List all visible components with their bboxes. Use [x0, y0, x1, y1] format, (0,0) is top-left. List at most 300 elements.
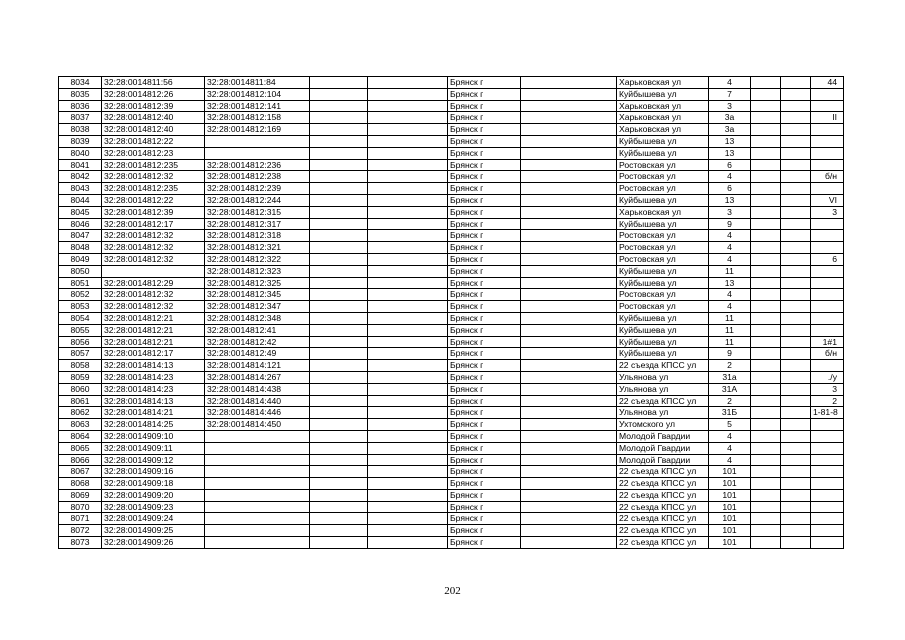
cell-empty-col-5 — [368, 395, 448, 407]
cell-city: Брянск г — [448, 430, 521, 442]
cell-empty-col-11 — [781, 454, 811, 466]
cell-empty-col-11 — [781, 112, 811, 124]
cell-empty-col-4 — [310, 171, 368, 183]
cell-street: Харьковская ул — [617, 124, 709, 136]
cell-apartment — [811, 289, 844, 301]
cell-apartment: VI — [811, 194, 844, 206]
cell-object-cadastral-number: 32:28:0014814:121 — [205, 360, 310, 372]
cell-empty-col-4 — [310, 265, 368, 277]
cell-apartment: 6 — [811, 253, 844, 265]
cell-city: Брянск г — [448, 442, 521, 454]
cell-row-number: 8037 — [59, 112, 102, 124]
cell-cadastral-number: 32:28:0014909:18 — [102, 478, 205, 490]
cell-object-cadastral-number — [205, 525, 310, 537]
cell-city: Брянск г — [448, 489, 521, 501]
cell-apartment — [811, 135, 844, 147]
cell-object-cadastral-number: 32:28:0014812:321 — [205, 242, 310, 254]
cell-street: Ульянова ул — [617, 371, 709, 383]
cell-empty-col-4 — [310, 147, 368, 159]
cell-house-number: 13 — [709, 194, 751, 206]
cell-object-cadastral-number: 32:28:0014812:42 — [205, 336, 310, 348]
cell-city: Брянск г — [448, 135, 521, 147]
cell-empty-col-10 — [751, 277, 781, 289]
cell-cadastral-number: 32:28:0014812:22 — [102, 194, 205, 206]
cell-cadastral-number: 32:28:0014814:23 — [102, 371, 205, 383]
table-row — [59, 230, 844, 242]
cell-object-cadastral-number — [205, 501, 310, 513]
cell-apartment — [811, 301, 844, 313]
cell-row-number: 8071 — [59, 513, 102, 525]
cell-row-number: 8066 — [59, 454, 102, 466]
cell-apartment — [811, 265, 844, 277]
cell-apartment: 3 — [811, 383, 844, 395]
cell-empty-col-11 — [781, 135, 811, 147]
cell-object-cadastral-number: 32:28:0014812:345 — [205, 289, 310, 301]
cell-row-number: 8067 — [59, 466, 102, 478]
cell-city: Брянск г — [448, 454, 521, 466]
cell-empty-col-10 — [751, 513, 781, 525]
cell-row-number: 8048 — [59, 242, 102, 254]
cell-object-cadastral-number — [205, 454, 310, 466]
cell-empty-col-7 — [521, 206, 617, 218]
cell-street: Харьковская ул — [617, 206, 709, 218]
cell-apartment — [811, 218, 844, 230]
cell-apartment: 44 — [811, 77, 844, 89]
cell-row-number: 8060 — [59, 383, 102, 395]
cell-empty-col-11 — [781, 371, 811, 383]
cell-apartment — [811, 419, 844, 431]
cell-empty-col-10 — [751, 253, 781, 265]
cell-city: Брянск г — [448, 230, 521, 242]
cell-street: Молодой Гвардии — [617, 454, 709, 466]
cell-empty-col-4 — [310, 430, 368, 442]
cell-row-number: 8039 — [59, 135, 102, 147]
cell-street: 22 съезда КПСС ул — [617, 360, 709, 372]
cell-house-number: 4 — [709, 171, 751, 183]
cell-cadastral-number: 32:28:0014909:24 — [102, 513, 205, 525]
cell-empty-col-11 — [781, 383, 811, 395]
table-row — [59, 312, 844, 324]
cell-empty-col-11 — [781, 537, 811, 549]
cell-apartment — [811, 147, 844, 159]
cell-empty-col-5 — [368, 230, 448, 242]
cell-object-cadastral-number: 32:28:0014814:440 — [205, 395, 310, 407]
cell-street: Харьковская ул — [617, 100, 709, 112]
cell-empty-col-11 — [781, 478, 811, 490]
cell-empty-col-7 — [521, 407, 617, 419]
cell-house-number: 11 — [709, 312, 751, 324]
cell-object-cadastral-number: 32:28:0014812:236 — [205, 159, 310, 171]
cell-house-number: 13 — [709, 135, 751, 147]
cell-empty-col-7 — [521, 265, 617, 277]
cell-empty-col-10 — [751, 218, 781, 230]
cell-empty-col-4 — [310, 88, 368, 100]
cell-empty-col-4 — [310, 312, 368, 324]
table-row — [59, 537, 844, 549]
cell-row-number: 8043 — [59, 183, 102, 195]
cell-empty-col-4 — [310, 419, 368, 431]
cell-empty-col-5 — [368, 242, 448, 254]
cell-empty-col-11 — [781, 442, 811, 454]
cell-empty-col-7 — [521, 242, 617, 254]
cell-empty-col-10 — [751, 159, 781, 171]
cell-object-cadastral-number — [205, 537, 310, 549]
cell-cadastral-number: 32:28:0014812:23 — [102, 147, 205, 159]
cell-empty-col-11 — [781, 171, 811, 183]
cell-row-number: 8045 — [59, 206, 102, 218]
cell-house-number: 3 — [709, 100, 751, 112]
cell-object-cadastral-number: 32:28:0014812:49 — [205, 348, 310, 360]
cell-empty-col-10 — [751, 371, 781, 383]
cell-cadastral-number: 32:28:0014812:17 — [102, 218, 205, 230]
cell-cadastral-number: 32:28:0014812:26 — [102, 88, 205, 100]
cell-house-number: 4 — [709, 242, 751, 254]
cell-object-cadastral-number — [205, 442, 310, 454]
cell-city: Брянск г — [448, 395, 521, 407]
cell-city: Брянск г — [448, 525, 521, 537]
cell-house-number: 6 — [709, 159, 751, 171]
cell-row-number: 8046 — [59, 218, 102, 230]
cell-apartment — [811, 183, 844, 195]
cell-apartment — [811, 501, 844, 513]
cell-street: Молодой Гвардии — [617, 430, 709, 442]
cell-empty-col-5 — [368, 159, 448, 171]
cell-apartment — [811, 489, 844, 501]
cell-apartment: б/н — [811, 348, 844, 360]
cell-city: Брянск г — [448, 348, 521, 360]
cell-cadastral-number: 32:28:0014814:23 — [102, 383, 205, 395]
cell-city: Брянск г — [448, 88, 521, 100]
cell-empty-col-7 — [521, 336, 617, 348]
cell-empty-col-11 — [781, 100, 811, 112]
cell-empty-col-7 — [521, 171, 617, 183]
cell-house-number: 4 — [709, 442, 751, 454]
cell-object-cadastral-number: 32:28:0014812:325 — [205, 277, 310, 289]
cell-empty-col-10 — [751, 395, 781, 407]
cell-street: Харьковская ул — [617, 77, 709, 89]
cell-house-number: 11 — [709, 336, 751, 348]
cell-street: Ростовская ул — [617, 253, 709, 265]
cell-cadastral-number: 32:28:0014812:32 — [102, 242, 205, 254]
cell-empty-col-7 — [521, 100, 617, 112]
table-row — [59, 301, 844, 313]
cell-empty-col-7 — [521, 430, 617, 442]
cell-empty-col-10 — [751, 466, 781, 478]
cell-empty-col-4 — [310, 218, 368, 230]
cell-cadastral-number: 32:28:0014812:21 — [102, 312, 205, 324]
cell-empty-col-5 — [368, 88, 448, 100]
cell-empty-col-7 — [521, 230, 617, 242]
cell-empty-col-4 — [310, 124, 368, 136]
cell-object-cadastral-number — [205, 489, 310, 501]
cell-city: Брянск г — [448, 253, 521, 265]
cell-house-number: 13 — [709, 277, 751, 289]
cell-empty-col-11 — [781, 430, 811, 442]
cell-row-number: 8042 — [59, 171, 102, 183]
cell-row-number: 8035 — [59, 88, 102, 100]
cell-empty-col-7 — [521, 454, 617, 466]
cell-city: Брянск г — [448, 407, 521, 419]
cell-city: Брянск г — [448, 218, 521, 230]
cell-empty-col-10 — [751, 124, 781, 136]
cell-cadastral-number: 32:28:0014812:39 — [102, 206, 205, 218]
table-row — [59, 77, 844, 89]
cell-empty-col-7 — [521, 419, 617, 431]
cell-street: Ухтомского ул — [617, 419, 709, 431]
cell-empty-col-11 — [781, 501, 811, 513]
cell-house-number: 101 — [709, 501, 751, 513]
cell-empty-col-5 — [368, 218, 448, 230]
cell-empty-col-11 — [781, 312, 811, 324]
cell-apartment — [811, 513, 844, 525]
cell-apartment: 1-81-8 — [811, 407, 844, 419]
cell-empty-col-7 — [521, 312, 617, 324]
cell-house-number: 31А — [709, 383, 751, 395]
cell-cadastral-number: 32:28:0014814:13 — [102, 395, 205, 407]
cell-street: Куйбышева ул — [617, 218, 709, 230]
cell-house-number: 4 — [709, 253, 751, 265]
cell-row-number: 8073 — [59, 537, 102, 549]
cell-empty-col-7 — [521, 218, 617, 230]
cell-cadastral-number: 32:28:0014909:10 — [102, 430, 205, 442]
cell-empty-col-5 — [368, 171, 448, 183]
cell-house-number: 101 — [709, 537, 751, 549]
cell-city: Брянск г — [448, 383, 521, 395]
cell-row-number: 8038 — [59, 124, 102, 136]
cell-cadastral-number: 32:28:0014909:23 — [102, 501, 205, 513]
cell-house-number: 2 — [709, 360, 751, 372]
cell-apartment — [811, 159, 844, 171]
cell-city: Брянск г — [448, 466, 521, 478]
cell-object-cadastral-number — [205, 478, 310, 490]
table-row — [59, 407, 844, 419]
cell-empty-col-4 — [310, 466, 368, 478]
cell-apartment: б/н — [811, 171, 844, 183]
cell-empty-col-4 — [310, 230, 368, 242]
cell-street: Харьковская ул — [617, 112, 709, 124]
cell-empty-col-5 — [368, 147, 448, 159]
table-row — [59, 88, 844, 100]
cell-street: Ростовская ул — [617, 159, 709, 171]
cell-city: Брянск г — [448, 112, 521, 124]
cell-city: Брянск г — [448, 265, 521, 277]
cell-cadastral-number: 32:28:0014811:56 — [102, 77, 205, 89]
cell-cadastral-number: 32:28:0014812:40 — [102, 112, 205, 124]
cell-house-number: 4 — [709, 301, 751, 313]
cell-house-number: 31Б — [709, 407, 751, 419]
cell-empty-col-10 — [751, 360, 781, 372]
cell-empty-col-10 — [751, 289, 781, 301]
cell-empty-col-7 — [521, 194, 617, 206]
cell-city: Брянск г — [448, 419, 521, 431]
cell-empty-col-5 — [368, 312, 448, 324]
cell-empty-col-10 — [751, 336, 781, 348]
table-row — [59, 289, 844, 301]
cell-empty-col-11 — [781, 88, 811, 100]
cell-empty-col-10 — [751, 525, 781, 537]
table-row — [59, 360, 844, 372]
cell-house-number: 3 — [709, 206, 751, 218]
cell-empty-col-5 — [368, 383, 448, 395]
cell-empty-col-4 — [310, 289, 368, 301]
cell-city: Брянск г — [448, 371, 521, 383]
cell-house-number: 9 — [709, 218, 751, 230]
cell-apartment — [811, 88, 844, 100]
cell-empty-col-5 — [368, 466, 448, 478]
cell-empty-col-11 — [781, 360, 811, 372]
cell-cadastral-number: 32:28:0014909:11 — [102, 442, 205, 454]
cell-house-number: 11 — [709, 265, 751, 277]
cell-empty-col-10 — [751, 194, 781, 206]
cell-empty-col-11 — [781, 230, 811, 242]
cell-empty-col-5 — [368, 442, 448, 454]
cell-street: Куйбышева ул — [617, 312, 709, 324]
cell-empty-col-11 — [781, 525, 811, 537]
cell-empty-col-10 — [751, 407, 781, 419]
cell-apartment: II — [811, 112, 844, 124]
cell-row-number: 8036 — [59, 100, 102, 112]
cell-house-number: 4 — [709, 230, 751, 242]
cell-house-number: 4 — [709, 430, 751, 442]
cell-row-number: 8034 — [59, 77, 102, 89]
cell-empty-col-7 — [521, 124, 617, 136]
cell-street: Ростовская ул — [617, 242, 709, 254]
cell-object-cadastral-number — [205, 466, 310, 478]
cell-object-cadastral-number: 32:28:0014812:317 — [205, 218, 310, 230]
table-row — [59, 454, 844, 466]
table-row — [59, 395, 844, 407]
cell-cadastral-number: 32:28:0014814:21 — [102, 407, 205, 419]
table-row — [59, 442, 844, 454]
table-row — [59, 253, 844, 265]
cell-row-number: 8072 — [59, 525, 102, 537]
cell-row-number: 8047 — [59, 230, 102, 242]
cell-row-number: 8040 — [59, 147, 102, 159]
cell-empty-col-10 — [751, 324, 781, 336]
cell-empty-col-11 — [781, 277, 811, 289]
cell-row-number: 8052 — [59, 289, 102, 301]
cell-apartment — [811, 360, 844, 372]
cell-row-number: 8065 — [59, 442, 102, 454]
cell-empty-col-10 — [751, 501, 781, 513]
cell-empty-col-7 — [521, 147, 617, 159]
cell-apartment — [811, 478, 844, 490]
cell-object-cadastral-number — [205, 430, 310, 442]
cell-empty-col-4 — [310, 348, 368, 360]
cell-object-cadastral-number: 32:28:0014814:267 — [205, 371, 310, 383]
cell-house-number: 6 — [709, 183, 751, 195]
table-row — [59, 383, 844, 395]
cell-empty-col-7 — [521, 88, 617, 100]
cell-empty-col-10 — [751, 454, 781, 466]
cell-object-cadastral-number: 32:28:0014811:84 — [205, 77, 310, 89]
cell-city: Брянск г — [448, 501, 521, 513]
cell-empty-col-7 — [521, 253, 617, 265]
cell-empty-col-5 — [368, 289, 448, 301]
cell-empty-col-5 — [368, 135, 448, 147]
cell-house-number: 101 — [709, 489, 751, 501]
cell-empty-col-4 — [310, 395, 368, 407]
cell-empty-col-4 — [310, 77, 368, 89]
cell-object-cadastral-number: 32:28:0014814:450 — [205, 419, 310, 431]
cell-empty-col-7 — [521, 77, 617, 89]
cell-street: 22 съезда КПСС ул — [617, 537, 709, 549]
cell-street: 22 съезда КПСС ул — [617, 525, 709, 537]
cell-empty-col-11 — [781, 466, 811, 478]
cell-empty-col-7 — [521, 183, 617, 195]
cell-empty-col-4 — [310, 407, 368, 419]
cell-empty-col-7 — [521, 277, 617, 289]
cell-street: Куйбышева ул — [617, 324, 709, 336]
cell-empty-col-11 — [781, 242, 811, 254]
table-row — [59, 525, 844, 537]
cell-apartment — [811, 242, 844, 254]
cell-house-number: 101 — [709, 525, 751, 537]
cell-empty-col-10 — [751, 265, 781, 277]
table-row — [59, 100, 844, 112]
cell-empty-col-7 — [521, 301, 617, 313]
cell-empty-col-11 — [781, 124, 811, 136]
cell-empty-col-5 — [368, 419, 448, 431]
cell-apartment — [811, 454, 844, 466]
cell-house-number: 101 — [709, 513, 751, 525]
cell-street: Куйбышева ул — [617, 277, 709, 289]
cell-object-cadastral-number: 32:28:0014812:322 — [205, 253, 310, 265]
cell-house-number: 3а — [709, 124, 751, 136]
cell-object-cadastral-number — [205, 513, 310, 525]
cell-empty-col-5 — [368, 112, 448, 124]
cell-empty-col-11 — [781, 301, 811, 313]
cell-empty-col-5 — [368, 489, 448, 501]
cell-empty-col-5 — [368, 537, 448, 549]
cell-street: Молодой Гвардии — [617, 442, 709, 454]
cell-house-number: 9 — [709, 348, 751, 360]
cell-empty-col-7 — [521, 159, 617, 171]
cell-apartment — [811, 100, 844, 112]
cell-street: Куйбышева ул — [617, 147, 709, 159]
cell-city: Брянск г — [448, 360, 521, 372]
cell-empty-col-10 — [751, 171, 781, 183]
table-row — [59, 348, 844, 360]
cell-empty-col-10 — [751, 478, 781, 490]
cell-empty-col-7 — [521, 383, 617, 395]
cell-row-number: 8062 — [59, 407, 102, 419]
cell-street: 22 съезда КПСС ул — [617, 489, 709, 501]
cell-apartment — [811, 124, 844, 136]
cell-empty-col-5 — [368, 301, 448, 313]
cell-city: Брянск г — [448, 124, 521, 136]
cell-empty-col-4 — [310, 242, 368, 254]
cell-street: 22 съезда КПСС ул — [617, 501, 709, 513]
cell-empty-col-10 — [751, 312, 781, 324]
cell-city: Брянск г — [448, 194, 521, 206]
table-row — [59, 478, 844, 490]
cell-empty-col-7 — [521, 513, 617, 525]
cell-empty-col-4 — [310, 501, 368, 513]
cell-city: Брянск г — [448, 324, 521, 336]
cell-empty-col-10 — [751, 537, 781, 549]
cell-empty-col-11 — [781, 407, 811, 419]
cell-empty-col-11 — [781, 265, 811, 277]
cell-street: Куйбышева ул — [617, 348, 709, 360]
cell-row-number: 8053 — [59, 301, 102, 313]
cell-empty-col-11 — [781, 336, 811, 348]
cell-empty-col-4 — [310, 100, 368, 112]
table-body — [59, 77, 844, 549]
cell-empty-col-10 — [751, 442, 781, 454]
cell-empty-col-4 — [310, 371, 368, 383]
cell-row-number: 8070 — [59, 501, 102, 513]
